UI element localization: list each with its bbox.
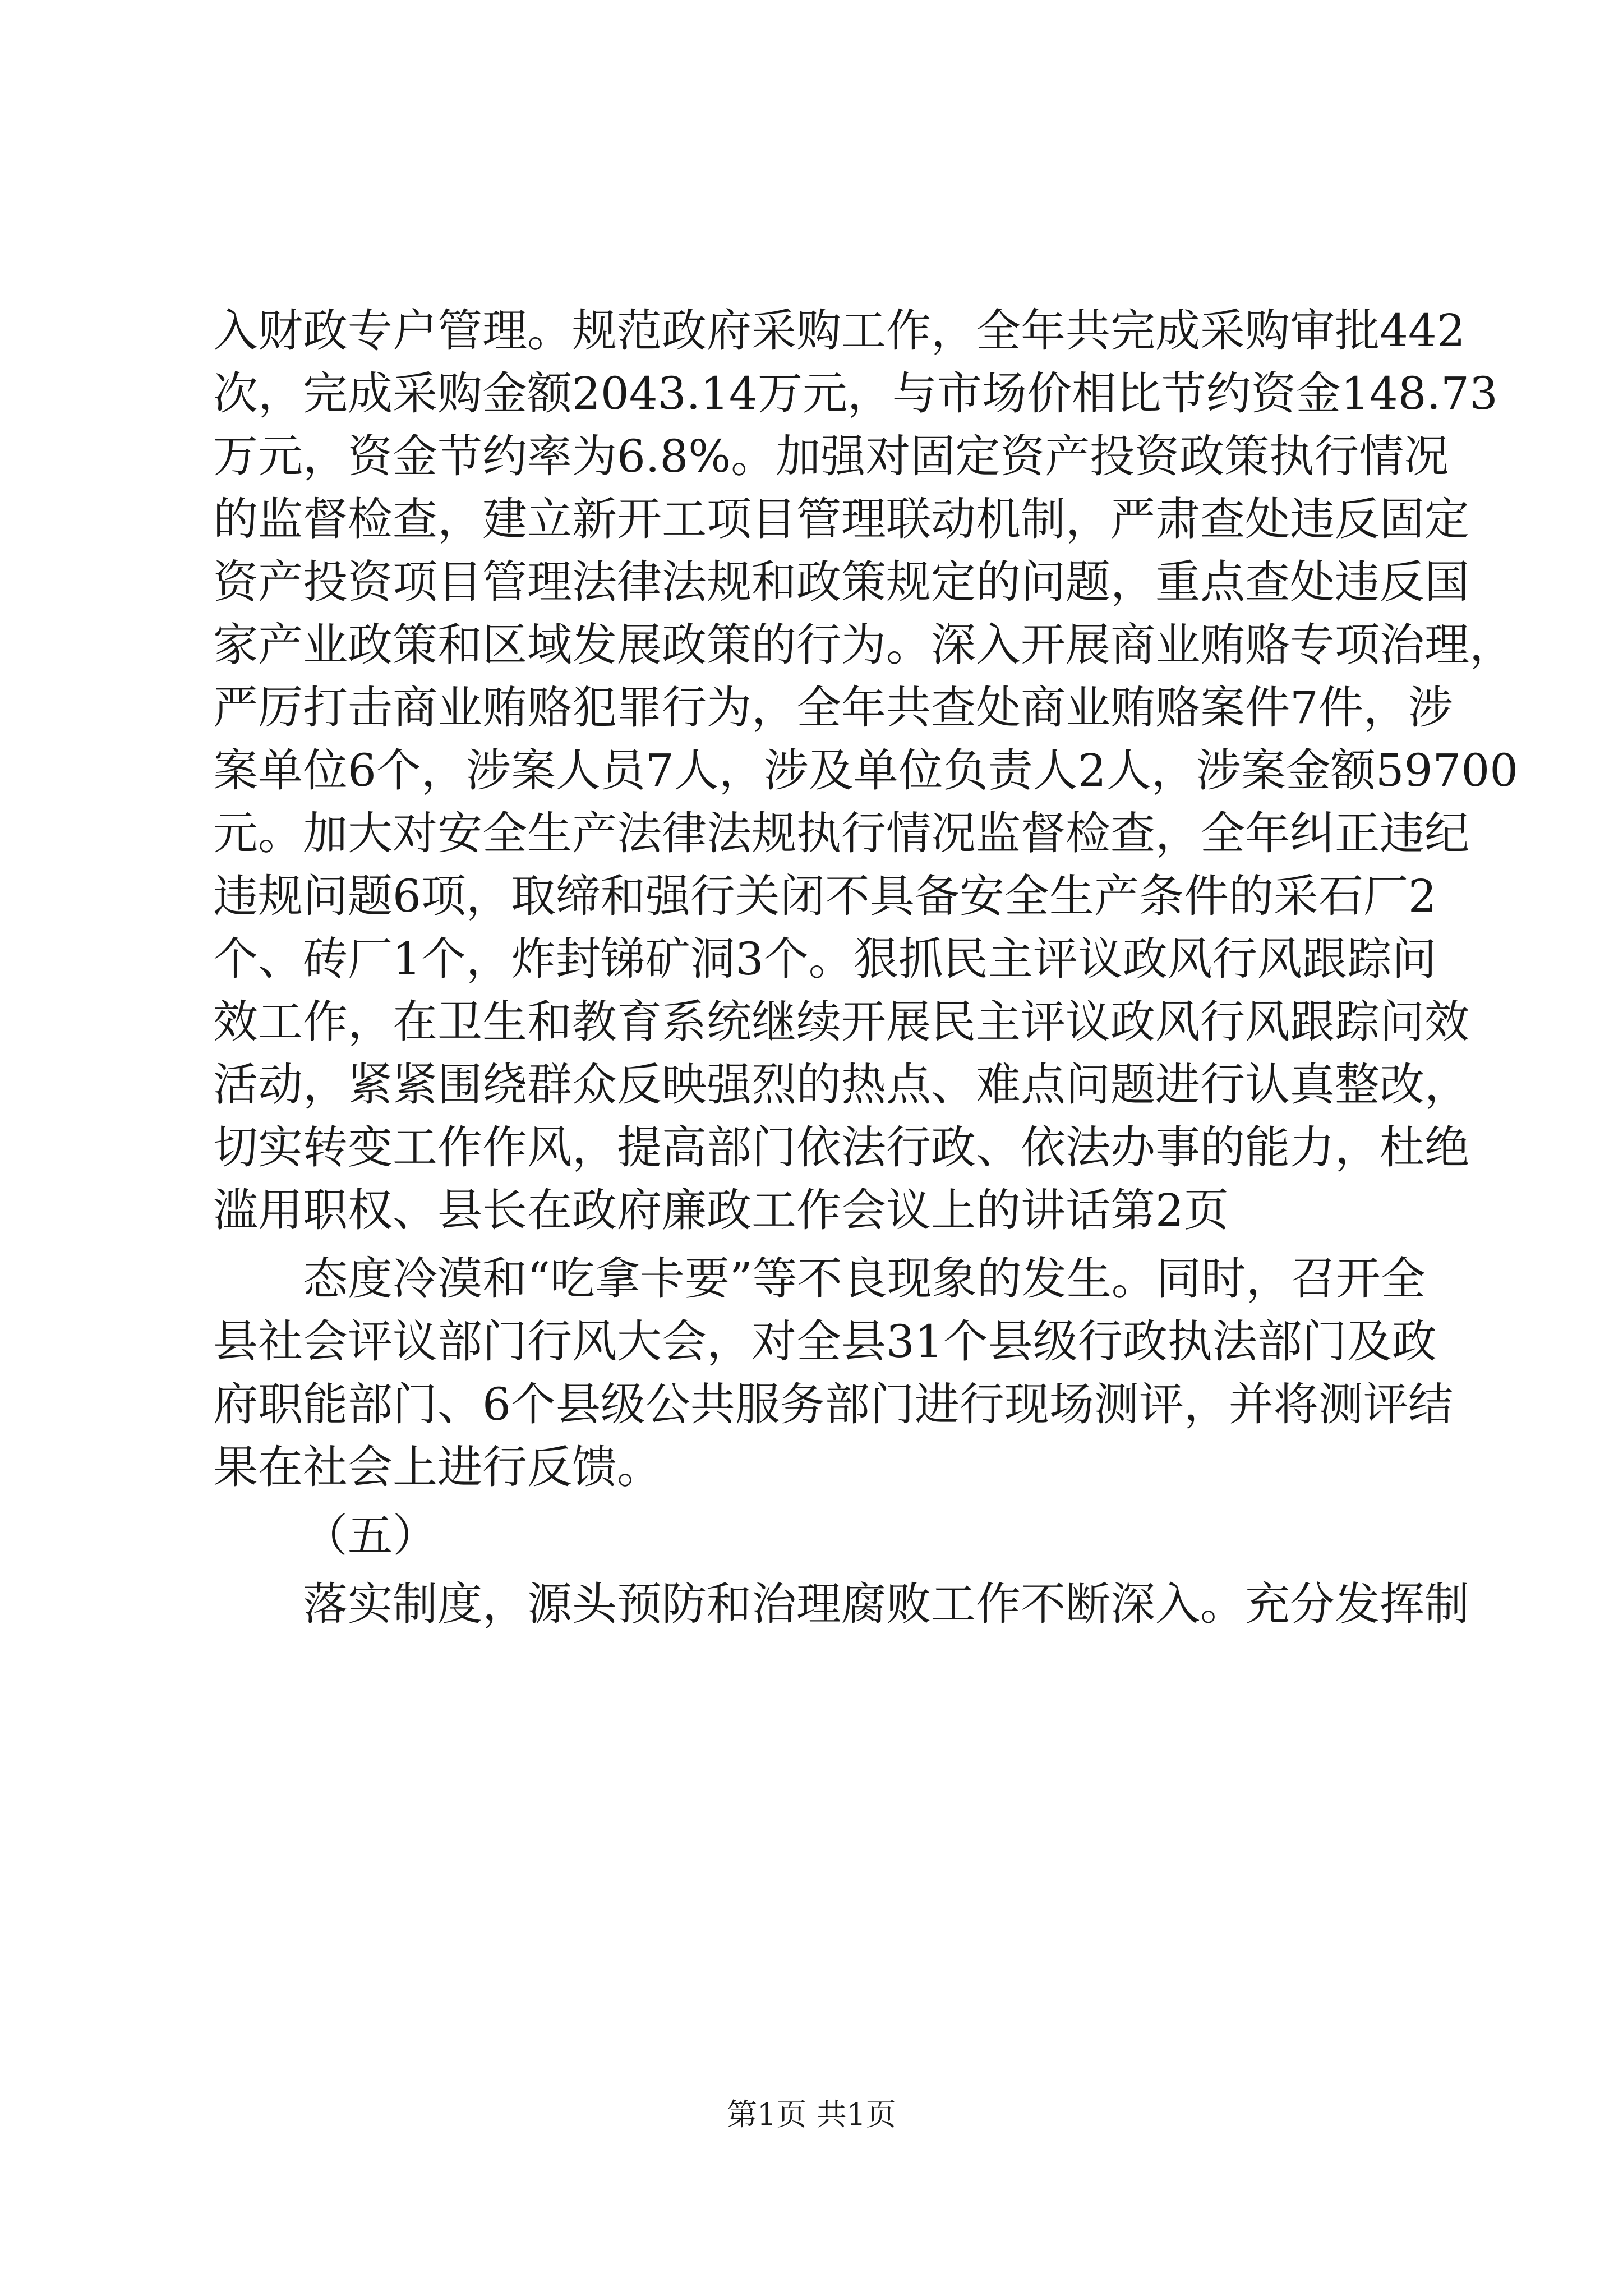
- text-line: 的监督检查，建立新开工项目管理联动机制，严肃查处违反固定: [213, 493, 1469, 545]
- section-heading: （五）: [303, 1510, 437, 1562]
- page-number-footer: 第1页 共1页: [727, 2097, 896, 2132]
- text-line: 资产投资项目管理法律法规和政策规定的问题，重点查处违反国: [213, 556, 1469, 608]
- paragraph-first-line: 态度冷漠和“吃拿卡要”等不良现象的发生。同时，召开全: [303, 1253, 1426, 1305]
- text-line: 次，完成采购金额2043.14万元，与市场价相比节约资金148.73: [213, 367, 1498, 420]
- text-line: 府职能部门、6个县级公共服务部门进行现场测评，并将测评结: [213, 1378, 1453, 1430]
- text-line: 违规问题6项，取缔和强行关闭不具备安全生产条件的采石厂2: [213, 870, 1437, 922]
- text-line: 个、砖厂1个，炸封锑矿洞3个。狠抓民主评议政风行风跟踪问: [213, 933, 1437, 985]
- text-line: 严厉打击商业贿赂犯罪行为，全年共查处商业贿赂案件7件，涉: [213, 682, 1453, 734]
- paragraph-first-line: 落实制度，源头预防和治理腐败工作不断深入。充分发挥制: [303, 1578, 1469, 1630]
- text-line: 效工作，在卫生和教育系统继续开展民主评议政风行风跟踪问效: [213, 996, 1469, 1048]
- text-line: 县社会评议部门行风大会，对全县31个县级行政执法部门及政: [213, 1315, 1437, 1368]
- text-line: 万元，资金节约率为6.8%。加强对固定资产投资政策执行情况: [213, 430, 1449, 482]
- text-line: 活动，紧紧围绕群众反映强烈的热点、难点问题进行认真整改，: [213, 1059, 1469, 1111]
- text-line: 果在社会上进行反馈。: [213, 1441, 662, 1493]
- text-line: 元。加大对安全生产法律法规执行情况监督检查，全年纠正违纪: [213, 807, 1469, 859]
- text-line: 案单位6个，涉案人员7人，涉及单位负责人2人，涉案金额59700: [213, 744, 1519, 797]
- text-line: 滥用职权、县长在政府廉政工作会议上的讲话第2页: [213, 1184, 1229, 1236]
- text-line: 切实转变工作作风，提高部门依法行政、依法办事的能力，杜绝: [213, 1121, 1469, 1174]
- text-line: 入财政专户管理。规范政府采购工作，全年共完成采购审批442: [213, 305, 1465, 357]
- text-line: 家产业政策和区域发展政策的行为。深入开展商业贿赂专项治理，: [213, 619, 1514, 671]
